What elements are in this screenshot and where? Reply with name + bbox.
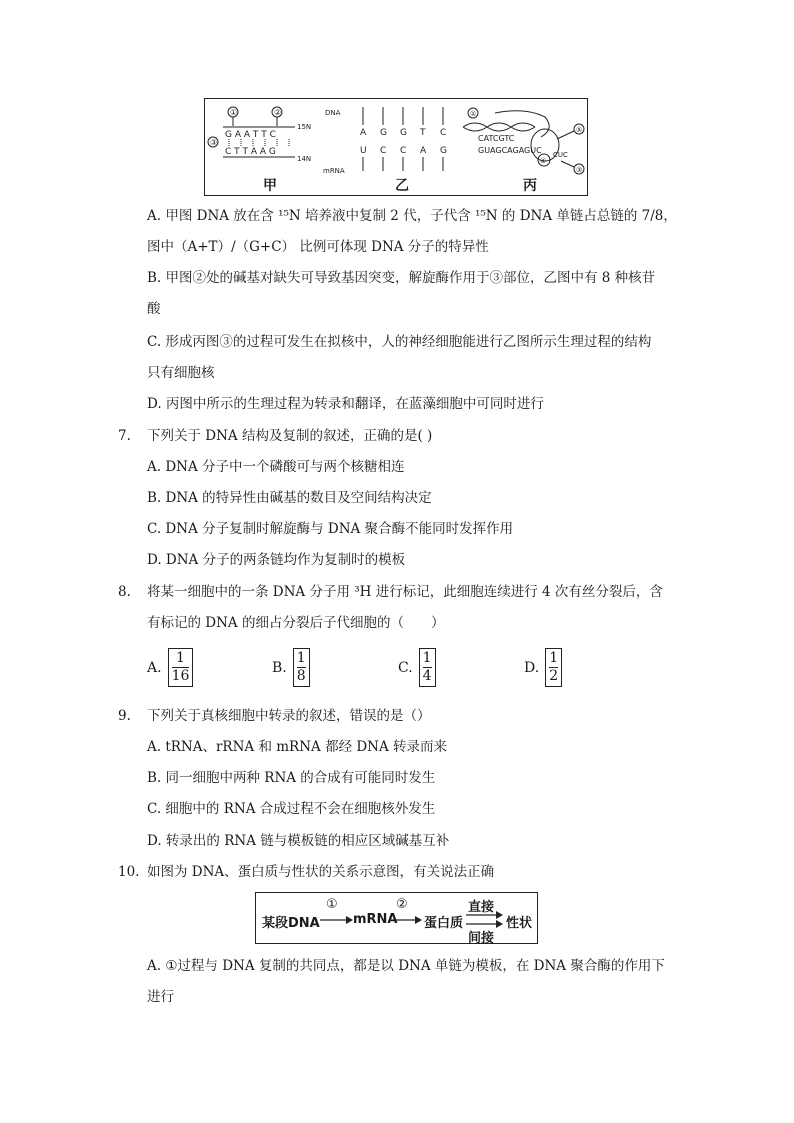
panel-jia [208, 107, 311, 163]
q8-option-a-fraction [168, 648, 194, 687]
diagram-indirect: 间接 [468, 931, 495, 946]
diagram-middle: mRNA [353, 912, 398, 927]
q10-option-a-line1: A. ①过程与 DNA 复制的共同点，都是以 DNA 单链为模板，在 DNA 聚合酶的作用下 [147, 958, 665, 974]
q9-option-c: C. 细胞中的 RNA 合成过程不会在细胞核外发生 [147, 801, 436, 817]
fraction-denominator: 16 [171, 668, 190, 684]
fraction-denominator: 8 [296, 668, 306, 684]
jia-isotope-bottom: 14N [297, 155, 312, 163]
diagram-protein: 蛋白质 [424, 916, 464, 931]
panel-yi [323, 107, 447, 175]
diagram-direct: 直接 [468, 900, 495, 915]
yi-mrna-base-4: A [420, 146, 427, 156]
q8-option-b-label: B. [272, 659, 287, 676]
panel-bing [463, 108, 584, 174]
q8-stem-line2: 有标记的 DNA 的细占分裂后子代细胞的（ ） [147, 615, 445, 631]
q6-option-a-line2: 图中（A+T）/（G+C） 比例可体现 DNA 分子的特异性 [147, 239, 489, 255]
q7-option-d: D. DNA 分子的两条链均作为复制时的模板 [147, 552, 406, 568]
yi-mrna-base-3: C [400, 146, 407, 156]
q8-option-c-fraction [419, 648, 436, 687]
yi-dna-base-1: A [360, 128, 367, 138]
q8-number: 8. [118, 584, 131, 600]
q9-option-b: B. 同一细胞中两种 RNA 的合成有可能同时发生 [147, 770, 436, 786]
fraction-denominator: 4 [422, 668, 432, 684]
q9-option-a: A. tRNA、rRNA 和 mRNA 都经 DNA 转录而来 [147, 739, 448, 755]
yi-dna-base-2: G [380, 128, 387, 138]
q9-number: 9. [118, 708, 131, 724]
q8-option-a [147, 648, 193, 687]
yi-mrna-base-2: C [380, 146, 387, 156]
fraction-denominator: 2 [549, 668, 559, 684]
bing-label-1: ① [470, 110, 477, 118]
q7-number: 7. [118, 428, 131, 444]
caption-yi: 乙 [395, 178, 409, 194]
q8-option-b [272, 648, 310, 687]
jia-top-strand: G A A T T C [225, 130, 276, 140]
q8-option-a-label: A. [147, 659, 162, 676]
diagram-step1: ① [326, 897, 338, 912]
q8-option-d [524, 648, 562, 687]
jia-label-3: ③ [210, 138, 218, 147]
bing-label-3: ③ [576, 166, 583, 174]
bing-seq-bottom: GUAGCAGAGUC [478, 146, 542, 155]
yi-mrna-base-5: G [440, 146, 447, 156]
yi-dna-base-4: T [420, 128, 426, 138]
q10-option-a-line2: 进行 [147, 989, 174, 1005]
q7-stem: 下列关于 DNA 结构及复制的叙述，正确的是( ) [147, 428, 433, 444]
diagram-end: 性状 [506, 916, 533, 931]
caption-bing: 丙 [523, 178, 537, 194]
yi-mrna-label: mRNA [323, 167, 345, 175]
dna-figure-panel [204, 98, 588, 196]
fraction-numerator: 1 [422, 650, 432, 666]
fraction-numerator: 1 [296, 650, 306, 666]
q7-option-b: B. DNA 的特异性由碱基的数目及空间结构决定 [147, 490, 432, 506]
fraction-numerator: 1 [549, 650, 559, 666]
bing-seq-tail: CUC [553, 151, 568, 159]
q7-option-a: A. DNA 分子中一个磷酸可与两个核糖相连 [147, 459, 405, 475]
q6-option-b-line1: B. 甲图②处的碱基对缺失可导致基因突变，解旋酶作用于③部位，乙图中有 8 种核苷 [147, 270, 656, 286]
bing-seq-top: CATCGTC [478, 134, 515, 143]
q8-option-c [398, 648, 436, 687]
jia-label-1: ① [230, 108, 238, 117]
diagram-start: 某段DNA [262, 916, 320, 931]
q6-option-d: D. 丙图中所示的生理过程为转录和翻译，在蓝藻细胞中可同时进行 [147, 396, 544, 412]
q10-stem: 如图为 DNA、蛋白质与性状的关系示意图，有关说法正确 [147, 864, 495, 880]
caption-jia: 甲 [263, 178, 277, 194]
gene-expression-diagram [255, 892, 538, 944]
q10-number: 10. [118, 864, 140, 880]
q6-option-a-line1: A. 甲图 DNA 放在含 ¹⁵N 培养液中复制 2 代，子代含 ¹⁵N 的 DNA 单链占总链的 7/8， [147, 208, 677, 224]
q9-option-d: D. 转录出的 RNA 链与模板链的相应区域碱基互补 [147, 833, 450, 849]
yi-dna-base-5: C [440, 128, 447, 138]
q6-option-b-line2: 酸 [147, 301, 161, 317]
yi-dna-label: DNA [325, 109, 341, 117]
q9-stem: 下列关于真核细胞中转录的叙述，错误的是（） [147, 708, 431, 724]
fraction-numerator: 1 [172, 650, 190, 668]
q8-option-b-fraction [293, 648, 310, 687]
jia-isotope-top: 15N [297, 123, 312, 131]
yi-mrna-base-1: U [360, 146, 367, 156]
jia-label-2: ② [274, 108, 282, 117]
q8-option-d-label: D. [524, 659, 540, 676]
bing-label-5: ⑤ [576, 126, 583, 134]
q8-option-d-fraction [545, 648, 562, 687]
diagram-step2: ② [396, 897, 408, 912]
yi-dna-base-3: G [400, 128, 407, 138]
q6-option-c-line2: 只有细胞核 [147, 365, 215, 381]
q6-option-c-line1: C. 形成丙图③的过程可发生在拟核中，人的神经细胞能进行乙图所示生理过程的结构 [147, 334, 652, 350]
q7-option-c: C. DNA 分子复制时解旋酶与 DNA 聚合酶不能同时发挥作用 [147, 521, 514, 537]
q8-stem-line1: 将某一细胞中的一条 DNA 分子用 ³H 进行标记，此细胞连续进行 4 次有丝分裂后，含 [147, 584, 663, 600]
jia-bottom-strand: C T T A A G [225, 147, 276, 157]
q8-option-c-label: C. [398, 659, 413, 676]
bing-label-4: ④ [540, 157, 547, 165]
